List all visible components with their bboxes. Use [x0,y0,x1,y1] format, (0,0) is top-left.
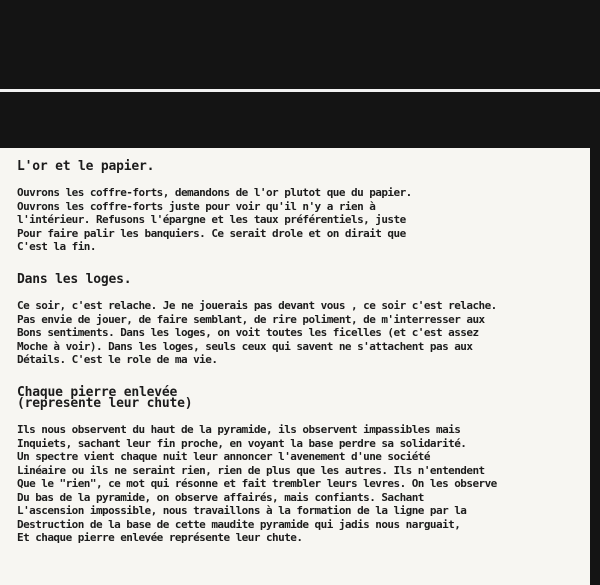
text-line: Moche à voir). Dans les loges, seuls ceux qui savent ne s'attachent pas aux [17,339,473,353]
title-line: Chaque pierre enlevée [17,385,178,400]
section-title: Dans les loges. [17,272,132,287]
text-line: Linéaire ou ils ne seraint rien, rien de plus que les autres. Ils n'entendent [17,463,485,477]
section-paragraph [17,423,497,545]
text-line: Détails. C'est le role de ma vie. [17,353,218,366]
text-line: Pour faire palir les banquiers. Ce serait drole et on dirait que [17,226,406,240]
text-line: Destruction de la base de cette maudite pyramide qui jadis nous narguait, [17,517,461,531]
section-paragraph [17,299,497,367]
black-header-band [0,0,600,148]
text-line: Ouvrons les coffre-forts, demandons de l'or plutot que du papier. [17,186,412,199]
text-line: Et chaque pierre enlevée représente leur chute. [17,531,303,544]
section-paragraph [17,186,412,254]
text-line: Ce soir, c'est relache. Je ne jouerais pas devant vous , ce soir c'est relache. [17,299,497,312]
section-chaque-pierre [17,387,497,545]
title-line: (represente leur chute) [17,396,193,411]
text-line: Bons sentiments. Dans les loges, on voit toutes les ficelles (et c'est assez [17,326,479,339]
text-line: L'ascension impossible, nous travaillons à la formation de la ligne par la [17,504,467,517]
white-rule-line [0,89,600,92]
section-lor-et-le-papier [17,160,412,254]
text-line: Inquiets, sachant leur fin proche, en voyant la base perdre sa solidarité. [17,436,467,450]
text-line: Un spectre vient chaque nuit leur annoncer l'avenement d'une société [17,450,430,463]
text-line: Que le "rien", ce mot qui résonne et fait trembler leurs levres. On les observe [17,477,497,490]
text-line: Ouvrons les coffre-forts juste pour voir qu'il n'y a rien à [17,199,376,213]
text-line: Ils nous observent du haut de la pyramide, ils observent impassibles mais [17,423,461,436]
section-title [17,387,497,409]
section-title: L'or et le papier. [17,159,155,174]
text-line: Pas envie de jouer, de faire semblant, de rire poliment, de m'interresser aux [17,312,485,326]
text-line: Du bas de la pyramide, on observe affairés, mais confiants. Sachant [17,490,424,504]
text-line: l'intérieur. Refusons l'épargne et les taux préférentiels, juste [17,213,406,226]
text-line: C'est la fin. [17,240,96,253]
section-dans-les-loges [17,273,497,367]
black-right-edge [590,148,600,585]
